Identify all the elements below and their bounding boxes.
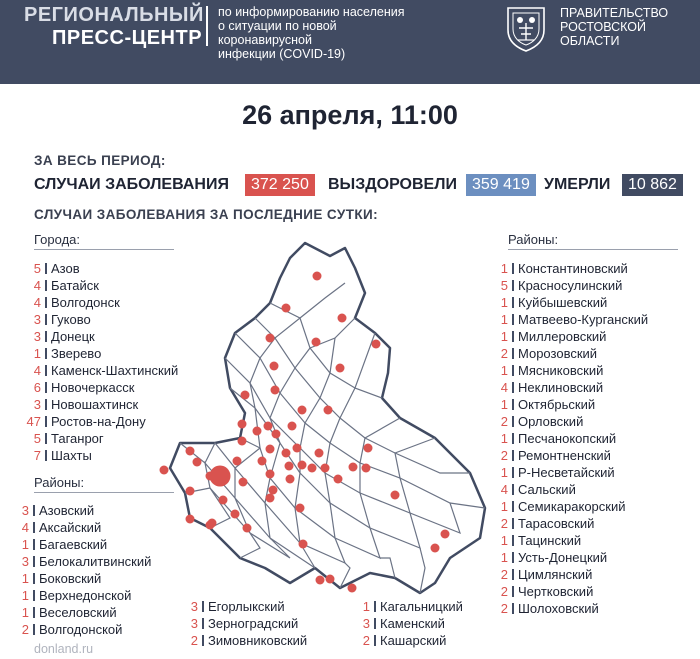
separator-bar: [202, 601, 204, 612]
location-name: Новошахтинск: [51, 397, 139, 412]
district-item: [490, 549, 700, 566]
case-count: 1: [21, 537, 29, 552]
case-count: 1: [21, 571, 29, 586]
location-name: Зерноградский: [208, 616, 299, 631]
district-item: [490, 311, 700, 328]
case-count: 2: [21, 622, 29, 637]
location-name: Волгодонской: [39, 622, 123, 637]
separator-bar: [45, 263, 47, 274]
cases-label: СЛУЧАИ ЗАБОЛЕВАНИЯ: [34, 176, 229, 193]
separator-bar: [512, 331, 514, 342]
separator-bar: [45, 433, 47, 444]
location-name: Константиновский: [518, 261, 628, 276]
separator-bar: [45, 314, 47, 325]
location-name: Мясниковский: [518, 363, 604, 378]
header-divider: [206, 6, 208, 46]
total-period-label: ЗА ВЕСЬ ПЕРИОД:: [34, 153, 166, 168]
location-name: Новочеркасск: [51, 380, 135, 395]
separator-bar: [33, 505, 35, 516]
location-name: Р-Несветайский: [518, 465, 615, 480]
case-count: 5: [500, 278, 508, 293]
case-count: 3: [21, 503, 29, 518]
district-borders: [180, 283, 485, 593]
separator-bar: [374, 601, 376, 612]
location-name: Морозовский: [518, 346, 598, 361]
case-count: 1: [362, 599, 370, 614]
location-name: Шолоховский: [518, 601, 599, 616]
location-name: Красносулинский: [518, 278, 623, 293]
location-name: Ремонтненский: [518, 448, 611, 463]
case-count: 1: [500, 363, 508, 378]
district-item: [180, 615, 350, 632]
case-count: 3: [33, 312, 41, 327]
location-name: Азов: [51, 261, 80, 276]
separator-bar: [45, 331, 47, 342]
location-name: Верхнедонской: [39, 588, 132, 603]
died-label: УМЕРЛИ: [544, 176, 611, 193]
separator-bar: [45, 382, 47, 393]
location-name: Орловский: [518, 414, 584, 429]
districts-left-title: Районы:: [34, 475, 85, 490]
separator-bar: [33, 624, 35, 635]
location-name: Миллеровский: [518, 329, 607, 344]
case-count: 1: [500, 329, 508, 344]
separator-bar: [33, 539, 35, 550]
case-markers: [160, 272, 450, 593]
districts-mid-list: [180, 598, 350, 649]
location-name: Багаевский: [39, 537, 108, 552]
case-count: 47: [26, 414, 41, 429]
location-name: Куйбышевский: [518, 295, 608, 310]
location-name: Батайск: [51, 278, 99, 293]
coat-of-arms-icon: [504, 4, 548, 52]
location-name: Семикаракорский: [518, 499, 626, 514]
case-count: 2: [500, 567, 508, 582]
separator-bar: [512, 297, 514, 308]
separator-bar: [512, 280, 514, 291]
gov-line-3: ОБЛАСТИ: [560, 34, 620, 48]
died-value-badge: 10 862: [622, 174, 683, 196]
separator-bar: [512, 263, 514, 274]
case-count: 2: [500, 448, 508, 463]
location-name: Цимлянский: [518, 567, 593, 582]
districts-right-list: [490, 260, 700, 617]
district-item: [490, 498, 700, 515]
separator-bar: [512, 518, 514, 529]
location-name: Неклиновский: [518, 380, 604, 395]
separator-bar: [512, 501, 514, 512]
last-day-label: СЛУЧАИ ЗАБОЛЕВАНИЯ ЗА ПОСЛЕДНИЕ СУТКИ:: [34, 207, 378, 222]
separator-bar: [45, 297, 47, 308]
location-name: Зимовниковский: [208, 633, 308, 648]
district-item: [490, 583, 700, 600]
separator-bar: [512, 569, 514, 580]
location-name: Егорлыкский: [208, 599, 285, 614]
case-count: 3: [190, 599, 198, 614]
district-item: [490, 294, 700, 311]
location-name: Кашарский: [380, 633, 447, 648]
separator-bar: [33, 556, 35, 567]
case-count: 4: [33, 295, 41, 310]
case-count: 4: [500, 482, 508, 497]
separator-bar: [202, 635, 204, 646]
district-item: [352, 598, 512, 615]
separator-bar: [45, 280, 47, 291]
case-count: 1: [33, 346, 41, 361]
location-name: Азовский: [39, 503, 95, 518]
recovered-label: ВЫЗДОРОВЕЛИ: [328, 176, 457, 193]
cities-title: Города:: [34, 232, 81, 247]
location-name: Веселовский: [39, 605, 117, 620]
government-name: [560, 6, 668, 48]
separator-bar: [33, 522, 35, 533]
case-count: 1: [500, 431, 508, 446]
recovered-value-badge: 359 419: [466, 174, 536, 196]
separator-bar: [512, 399, 514, 410]
separator-bar: [45, 399, 47, 410]
case-count: 3: [33, 329, 41, 344]
case-count: 3: [21, 554, 29, 569]
case-count: 1: [500, 397, 508, 412]
district-item: [352, 632, 512, 649]
gov-line-2: РОСТОВСКОЙ: [560, 20, 646, 34]
info-line-1: по информированию населения: [218, 5, 405, 19]
case-count: 1: [500, 550, 508, 565]
location-name: Аксайский: [39, 520, 102, 535]
case-count: 7: [33, 448, 41, 463]
location-name: Ростов-на-Дону: [51, 414, 146, 429]
separator-bar: [33, 573, 35, 584]
location-name: Волгодонск: [51, 295, 120, 310]
district-item: [490, 481, 700, 498]
location-name: Тацинский: [518, 533, 582, 548]
separator-bar: [512, 467, 514, 478]
district-item: [490, 566, 700, 583]
case-count: 5: [33, 431, 41, 446]
location-name: Таганрог: [51, 431, 104, 446]
case-count: 1: [21, 588, 29, 603]
location-name: Зверево: [51, 346, 102, 361]
district-item: [490, 345, 700, 362]
location-name: Усть-Донецкий: [518, 550, 608, 565]
case-count: 2: [362, 633, 370, 648]
case-count: 1: [500, 295, 508, 310]
separator-bar: [512, 586, 514, 597]
location-name: Донецк: [51, 329, 95, 344]
case-count: 1: [500, 533, 508, 548]
case-count: 1: [500, 465, 508, 480]
case-count: 6: [33, 380, 41, 395]
location-name: Кагальницкий: [380, 599, 463, 614]
info-line-3: инфекции (COVID-19): [218, 47, 346, 61]
separator-bar: [512, 416, 514, 427]
case-count: 2: [190, 633, 198, 648]
press-center-title-line1: РЕГИОНАЛЬНЫЙ: [24, 4, 204, 26]
district-item: [180, 598, 350, 615]
district-item: [490, 447, 700, 464]
location-name: Гуково: [51, 312, 91, 327]
separator-bar: [45, 348, 47, 359]
separator-bar: [374, 635, 376, 646]
separator-bar: [45, 416, 47, 427]
district-item: [490, 515, 700, 532]
district-item: [490, 464, 700, 481]
case-count: 1: [500, 499, 508, 514]
district-item: [490, 396, 700, 413]
location-name: Матвеево-Курганский: [518, 312, 649, 327]
district-item: [490, 413, 700, 430]
gov-line-1: ПРАВИТЕЛЬСТВО: [560, 6, 669, 20]
case-count: 4: [21, 520, 29, 535]
case-count: 4: [33, 363, 41, 378]
separator-bar: [45, 450, 47, 461]
footer-site: donland.ru: [34, 642, 94, 656]
district-item: [490, 379, 700, 396]
separator-bar: [512, 348, 514, 359]
districts-right-rule: [508, 249, 678, 250]
header-banner: [0, 0, 700, 84]
location-name: Боковский: [39, 571, 102, 586]
case-count: 1: [500, 312, 508, 327]
info-line-2: о ситуации по новой коронавирусной: [218, 19, 337, 47]
district-item: [490, 430, 700, 447]
separator-bar: [512, 535, 514, 546]
separator-bar: [512, 314, 514, 325]
district-item: [490, 532, 700, 549]
separator-bar: [512, 603, 514, 614]
separator-bar: [512, 433, 514, 444]
case-count: 2: [500, 516, 508, 531]
location-name: Белокалитвинский: [39, 554, 152, 569]
region-map: [150, 238, 500, 598]
cases-value-badge: 372 250: [245, 174, 315, 196]
case-count: 2: [500, 414, 508, 429]
location-name: Чертковский: [518, 584, 594, 599]
case-count: 2: [500, 346, 508, 361]
district-item: [180, 632, 350, 649]
separator-bar: [512, 382, 514, 393]
district-item: [490, 362, 700, 379]
case-count: 3: [190, 616, 198, 631]
case-count: 2: [500, 584, 508, 599]
separator-bar: [374, 618, 376, 629]
district-item: [490, 600, 700, 617]
location-name: Сальский: [518, 482, 576, 497]
report-date: 26 апреля, 11:00: [242, 100, 458, 130]
case-count: 1: [21, 605, 29, 620]
separator-bar: [512, 365, 514, 376]
case-count: 4: [500, 380, 508, 395]
districts-right-title: Районы:: [508, 232, 559, 247]
separator-bar: [512, 484, 514, 495]
location-name: Каменск-Шахтинский: [51, 363, 179, 378]
press-center-title-line2: ПРЕСС-ЦЕНТР: [52, 27, 203, 49]
location-name: Каменский: [380, 616, 445, 631]
case-count: 5: [33, 261, 41, 276]
separator-bar: [512, 450, 514, 461]
case-count: 3: [33, 397, 41, 412]
separator-bar: [33, 607, 35, 618]
separator-bar: [202, 618, 204, 629]
case-count: 1: [500, 261, 508, 276]
district-item: [490, 260, 700, 277]
district-item: [490, 328, 700, 345]
location-name: Шахты: [51, 448, 92, 463]
case-count: 4: [33, 278, 41, 293]
district-item: [490, 277, 700, 294]
district-item: [352, 615, 512, 632]
case-count: 3: [362, 616, 370, 631]
separator-bar: [33, 590, 35, 601]
location-name: Октябрьский: [518, 397, 596, 412]
districts-mid2-list: [352, 598, 512, 649]
separator-bar: [45, 365, 47, 376]
location-name: Тарасовский: [518, 516, 595, 531]
location-name: Песчанокопский: [518, 431, 617, 446]
case-count: 2: [500, 601, 508, 616]
separator-bar: [512, 552, 514, 563]
press-center-description: [218, 5, 408, 61]
